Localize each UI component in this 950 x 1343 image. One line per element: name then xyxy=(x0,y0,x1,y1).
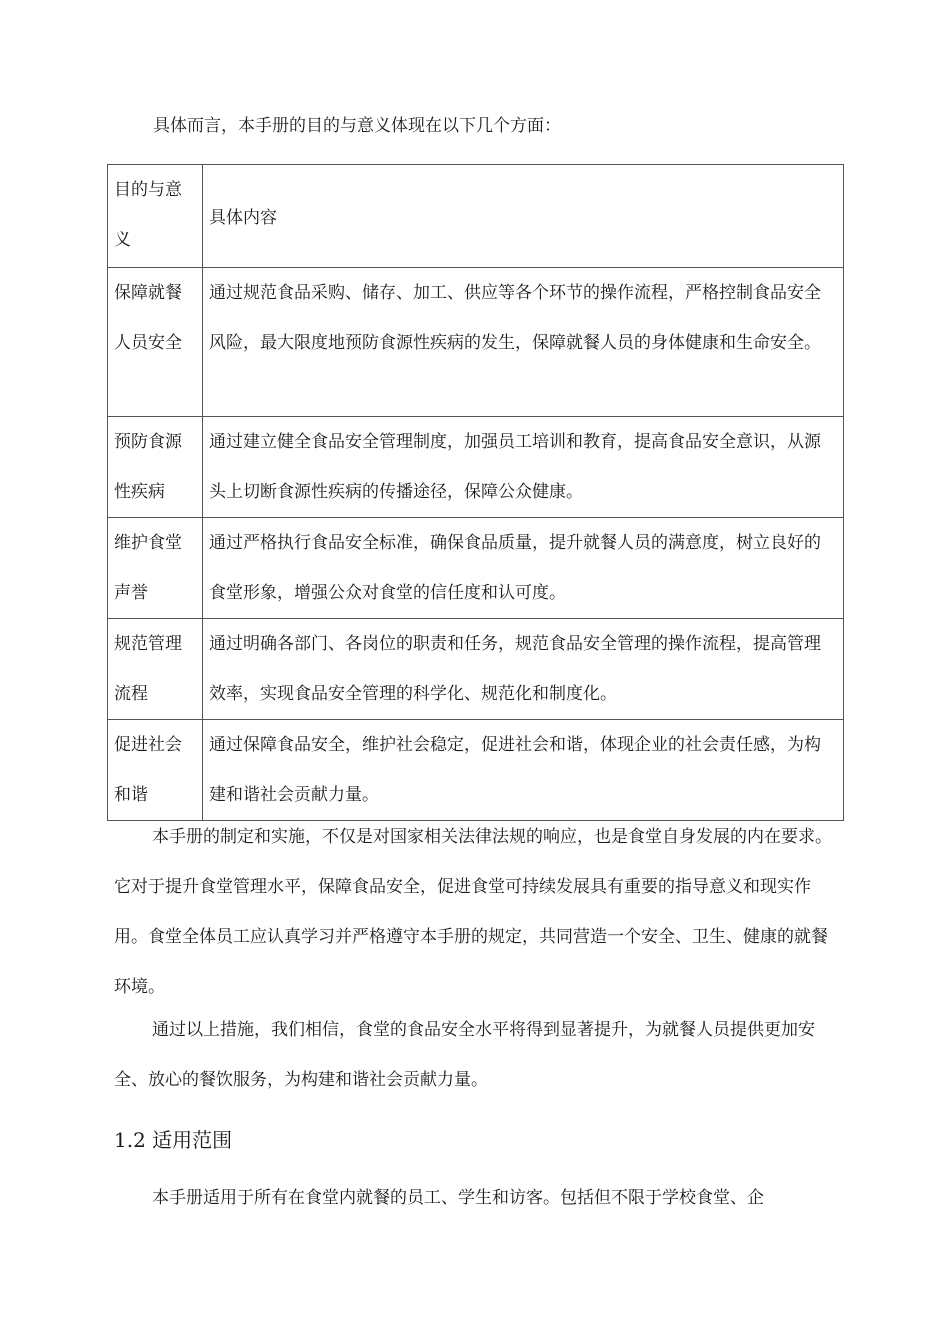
content-cell: 通过规范食品采购、储存、加工、供应等各个环节的操作流程，严格控制食品安全风险，最大限度地预防食源性疾病的发生，保障就餐人员的身体健康和生命安全。 xyxy=(203,268,844,417)
section-heading: 1.2 适用范围 xyxy=(114,1128,233,1152)
table-row xyxy=(108,268,844,417)
purpose-cell: 促进社会和谐 xyxy=(108,720,203,821)
content-cell: 通过保障食品安全，维护社会稳定，促进社会和谐，体现企业的社会责任感，为构建和谐社会贡献力量。 xyxy=(203,720,844,821)
paragraph-scope: 本手册适用于所有在食堂内就餐的员工、学生和访客。包括但不限于学校食堂、企 xyxy=(152,1188,764,1208)
paragraph-significance: 本手册的制定和实施，不仅是对国家相关法律法规的响应，也是食堂自身发展的内在要求。它对于提升食堂管理水平，保障食品安全，促进食堂可持续发展具有重要的指导意义和现实作用。食堂全体员工应认真学习并严格遵守本手册的规定，共同营造一个安全、卫生、健康的就餐环境。 xyxy=(114,827,832,997)
table-row xyxy=(108,720,844,821)
paragraph-conclusion: 通过以上措施，我们相信，食堂的食品安全水平将得到显著提升，为就餐人员提供更加安全、放心的餐饮服务，为构建和谐社会贡献力量。 xyxy=(114,1020,815,1090)
header-content-cell: 具体内容 xyxy=(203,165,844,268)
header-purpose-cell: 目的与意义 xyxy=(108,165,203,268)
intro-text: 具体而言，本手册的目的与意义体现在以下几个方面： xyxy=(153,116,561,136)
table-row xyxy=(108,518,844,619)
purpose-cell: 规范管理流程 xyxy=(108,619,203,720)
purpose-cell: 保障就餐人员安全 xyxy=(108,268,203,417)
content-cell: 通过严格执行食品安全标准，确保食品质量，提升就餐人员的满意度，树立良好的食堂形象，增强公众对食堂的信任度和认可度。 xyxy=(203,518,844,619)
purpose-cell: 维护食堂声誉 xyxy=(108,518,203,619)
purpose-table xyxy=(107,164,844,821)
table-row xyxy=(108,417,844,518)
table-row xyxy=(108,619,844,720)
purpose-cell: 预防食源性疾病 xyxy=(108,417,203,518)
content-cell: 通过建立健全食品安全管理制度，加强员工培训和教育，提高食品安全意识，从源头上切断食源性疾病的传播途径，保障公众健康。 xyxy=(203,417,844,518)
table-header-row xyxy=(108,165,844,268)
content-cell: 通过明确各部门、各岗位的职责和任务，规范食品安全管理的操作流程，提高管理效率，实现食品安全管理的科学化、规范化和制度化。 xyxy=(203,619,844,720)
